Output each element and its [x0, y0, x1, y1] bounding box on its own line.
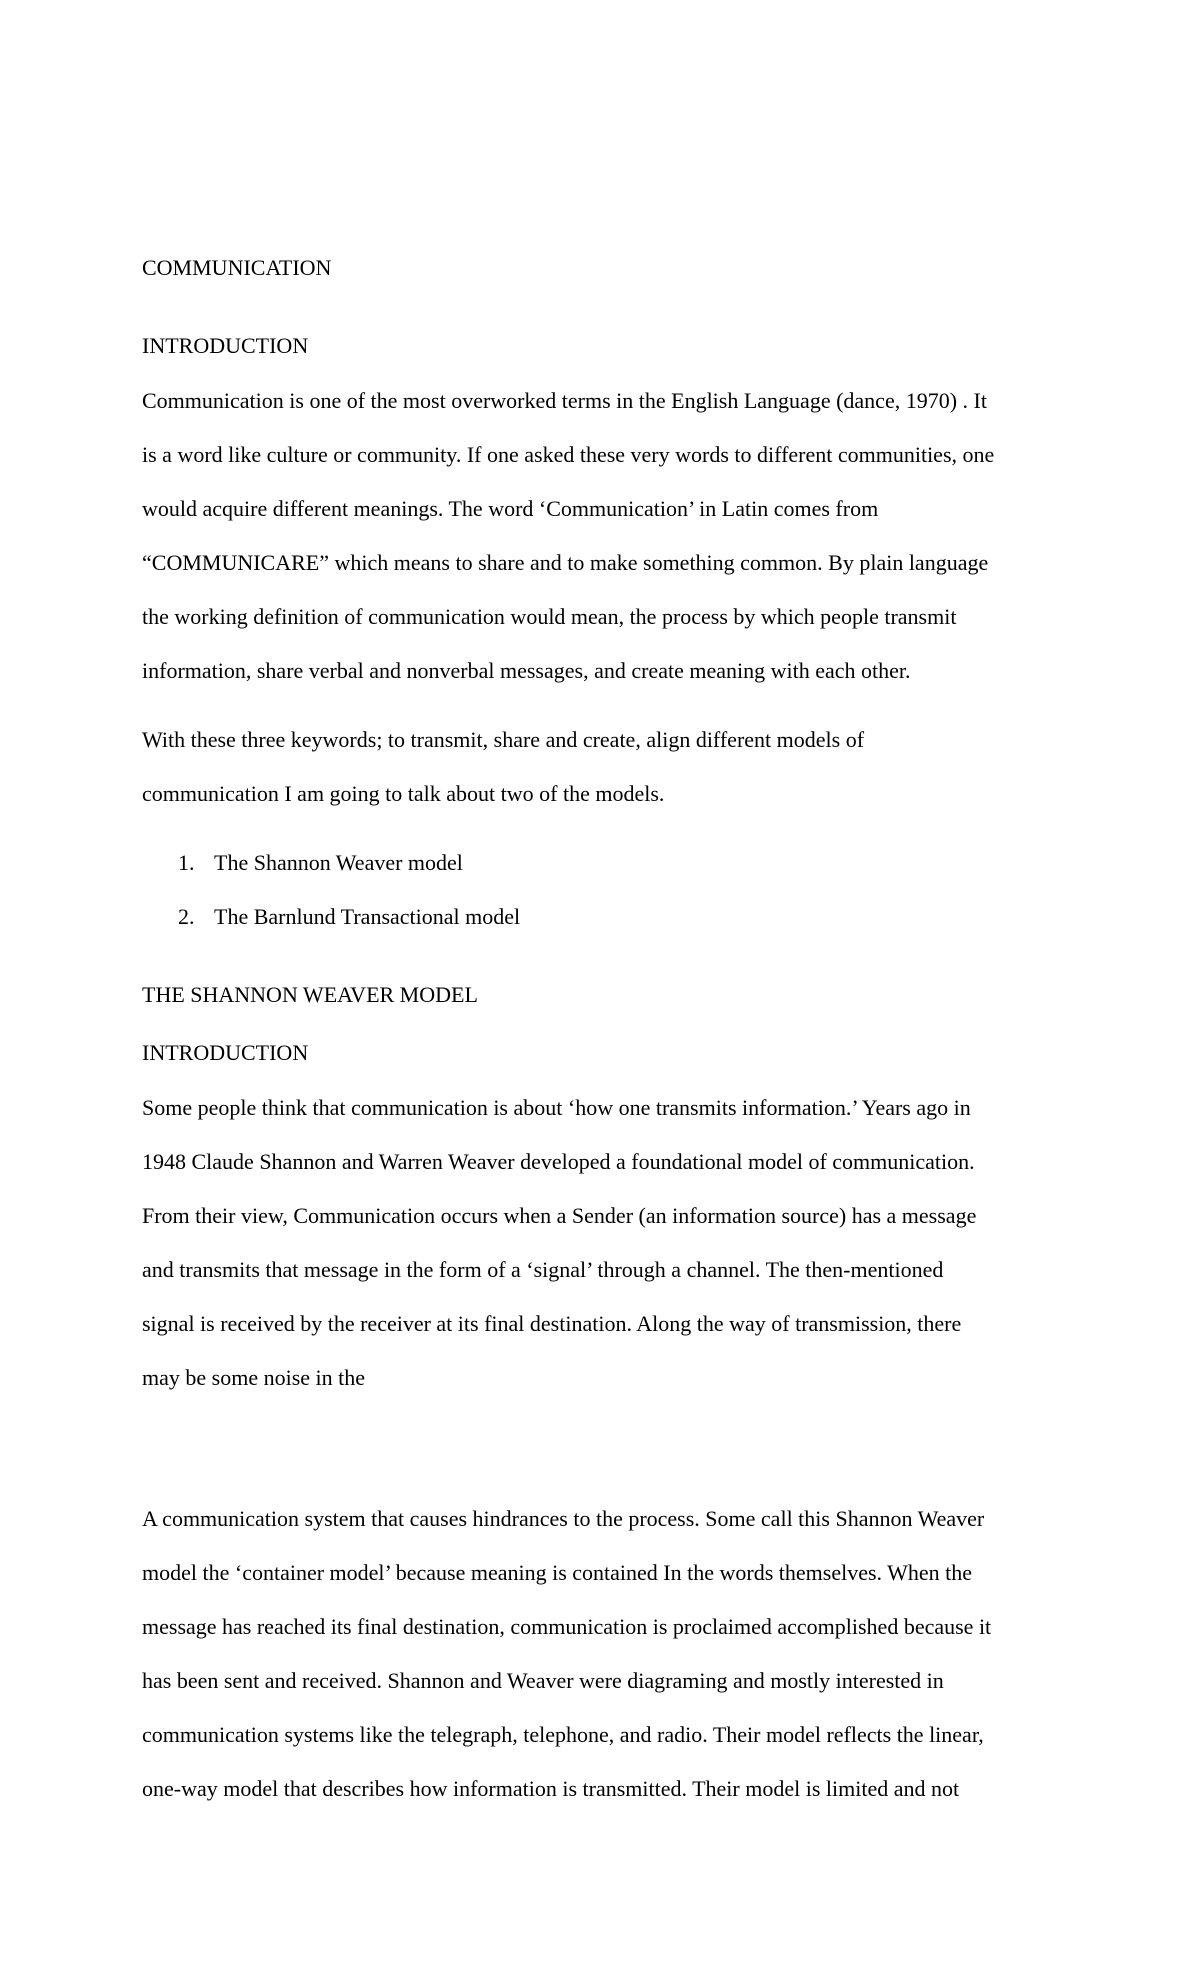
list-number: 2.: [178, 904, 195, 929]
list-item: [178, 849, 463, 877]
text-line: one-way model that describes how information is transmitted. Their model is limited and not: [142, 1776, 960, 1801]
section-heading: THE SHANNON WEAVER MODEL: [142, 982, 478, 1007]
text-line: 1948 Claude Shannon and Warren Weaver developed a foundational model of communication.: [142, 1149, 975, 1174]
text-line: A communication system that causes hindrances to the process. Some call this Shannon Weaver: [142, 1506, 985, 1531]
document-title: COMMUNICATION: [142, 255, 332, 280]
text-line: Some people think that communication is about ‘how one transmits information.’ Years ago in: [142, 1095, 971, 1120]
text-line: message has reached its final destination, communication is proclaimed accomplished because it: [142, 1614, 992, 1639]
text-line: and transmits that message in the form of a ‘signal’ through a channel. The then-mentioned: [142, 1257, 944, 1282]
list-number: 1.: [178, 850, 195, 875]
intro-heading: INTRODUCTION: [142, 333, 309, 358]
text-line: With these three keywords; to transmit, share and create, align different models of: [142, 727, 865, 752]
text-line: may be some noise in the: [142, 1365, 366, 1390]
text-line: signal is received by the receiver at its final destination. Along the way of transmission, there: [142, 1311, 962, 1336]
text-line: From their view, Communication occurs when a Sender (an information source) has a message: [142, 1203, 977, 1228]
text-line: Communication is one of the most overworked terms in the English Language (dance, 1970) . It: [142, 388, 987, 413]
list-item: [178, 903, 520, 931]
text-line: communication I am going to talk about two of the models.: [142, 781, 665, 806]
text-line: information, share verbal and nonverbal messages, and create meaning with each other.: [142, 658, 911, 683]
section-subheading: INTRODUCTION: [142, 1040, 309, 1065]
list-label: The Shannon Weaver model: [214, 850, 463, 875]
text-line: has been sent and received. Shannon and Weaver were diagraming and mostly interested in: [142, 1668, 944, 1693]
text-line: the working definition of communication would mean, the process by which people transmit: [142, 604, 957, 629]
list-label: The Barnlund Transactional model: [214, 904, 521, 929]
text-line: is a word like culture or community. If one asked these very words to different communities, one: [142, 442, 995, 467]
text-line: would acquire different meanings. The word ‘Communication’ in Latin comes from: [142, 496, 879, 521]
text-line: “COMMUNICARE” which means to share and to make something common. By plain language: [142, 550, 989, 575]
text-line: communication systems like the telegraph, telephone, and radio. Their model reflects the linear,: [142, 1722, 984, 1747]
text-line: model the ‘container model’ because meaning is contained In the words themselves. When the: [142, 1560, 973, 1585]
